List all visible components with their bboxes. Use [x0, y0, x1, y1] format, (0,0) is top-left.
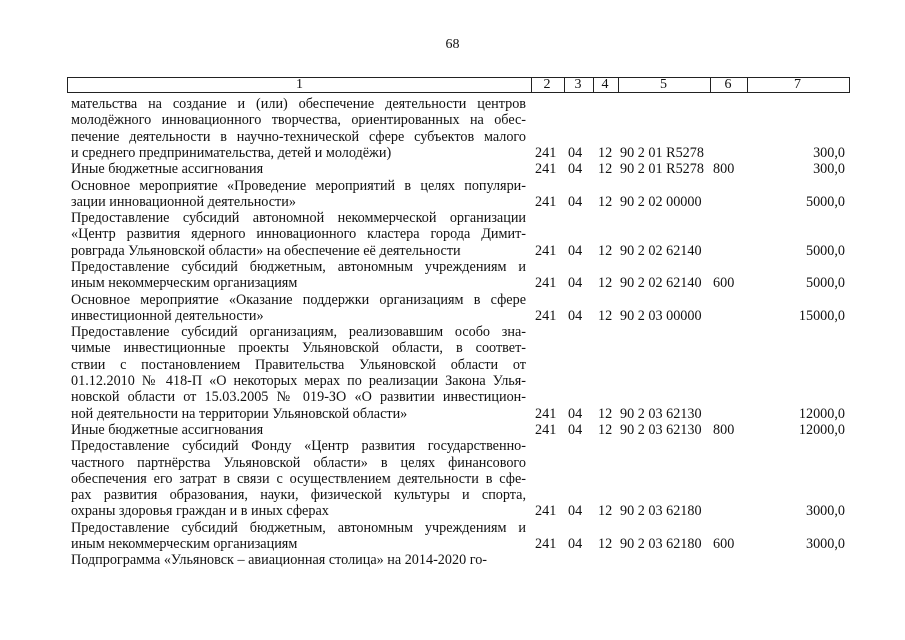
- description-line: и среднего предпринимательства, детей и молодёжи): [71, 144, 392, 161]
- description-line: ровграда Ульяновской области» на обеспечение её деятельности: [71, 242, 461, 259]
- row-description: [71, 96, 526, 161]
- description-line: печение деятельности в научно-технической сфере субъектов малого: [71, 128, 526, 145]
- description-line: Подпрограмма «Ульяновск – авиационная столица» на 2014-2020 го-: [71, 552, 488, 569]
- description-line: зации инновационной деятельности»: [71, 193, 296, 210]
- table-row: [0, 178, 905, 211]
- table-row: [0, 96, 905, 161]
- cell-c2: 241: [535, 144, 557, 161]
- cell-c4: 12: [598, 405, 613, 422]
- table-row: [0, 520, 905, 553]
- cell-c3: 04: [568, 242, 583, 259]
- description-line: Основное мероприятие «Оказание поддержки организациям в сфере: [71, 291, 526, 308]
- cell-c3: 04: [568, 275, 583, 292]
- description-line: «Центр развития ядерного инновационного кластера города Димит-: [71, 226, 526, 243]
- description-line: ной деятельности на территории Ульяновской области»: [71, 405, 408, 422]
- cell-c5: 90 2 02 62140: [620, 275, 702, 292]
- description-line: Предоставление субсидий бюджетным, автономным учреждениям и: [71, 519, 526, 536]
- cell-c2: 241: [535, 307, 557, 324]
- cell-c3: 04: [568, 405, 583, 422]
- cell-c6: 600: [713, 275, 735, 292]
- page-number: 68: [445, 37, 460, 52]
- cell-c7: 5000,0: [805, 275, 845, 292]
- description-line: рах развития образования, науки, физической культуры и спорта,: [71, 487, 526, 504]
- cell-c2: 241: [535, 242, 557, 259]
- description-line: чимые инвестиционные проекты Ульяновской области, в соответ-: [71, 340, 526, 357]
- header-cell-3: 3: [563, 77, 594, 93]
- description-line: частного партнёрства Ульяновской области» в целях финансового: [71, 454, 526, 471]
- cell-c7: 300,0: [813, 144, 845, 161]
- description-line: Предоставление субсидий бюджетным, автономным учреждениям и: [71, 259, 526, 275]
- cell-c3: 04: [568, 422, 583, 438]
- table-row: [0, 438, 905, 520]
- cell-c5: 90 2 03 62130: [620, 422, 702, 438]
- header-cell-1: 1: [67, 77, 532, 93]
- cell-c4: 12: [598, 422, 613, 438]
- cell-c4: 12: [598, 144, 613, 161]
- table-row: [0, 259, 905, 292]
- row-description: [71, 422, 526, 438]
- table-row: [0, 324, 905, 422]
- cell-c5: 90 2 03 00000: [620, 307, 702, 324]
- cell-c7: 15000,0: [798, 307, 845, 324]
- table-row: [0, 552, 905, 568]
- description-line: Предоставление субсидий организациям, реализовавшим особо зна-: [71, 324, 526, 341]
- row-description: [71, 520, 526, 553]
- cell-c2: 241: [535, 422, 557, 438]
- row-description: [71, 438, 526, 519]
- table-row: [0, 210, 905, 259]
- cell-c5: 90 2 02 00000: [620, 193, 702, 210]
- cell-c4: 12: [598, 275, 613, 292]
- cell-c7: 300,0: [813, 161, 845, 178]
- cell-c3: 04: [568, 144, 583, 161]
- description-line: иным некоммерческим организациям: [71, 536, 298, 553]
- cell-c7: 12000,0: [798, 405, 845, 422]
- cell-c7: 5000,0: [805, 242, 845, 259]
- cell-c3: 04: [568, 307, 583, 324]
- row-description: [71, 210, 526, 259]
- row-description: [71, 161, 526, 177]
- description-line: инвестиционной деятельности»: [71, 307, 264, 324]
- cell-c3: 04: [568, 161, 583, 178]
- header-cell-4: 4: [592, 77, 619, 93]
- cell-c5: 90 2 01 R5278: [620, 161, 704, 178]
- row-description: [71, 178, 526, 211]
- cell-c7: 12000,0: [798, 422, 845, 438]
- cell-c5: 90 2 03 62130: [620, 405, 702, 422]
- header-cell-7: 7: [746, 77, 850, 93]
- cell-c4: 12: [598, 503, 613, 520]
- cell-c3: 04: [568, 536, 583, 553]
- cell-c4: 12: [598, 161, 613, 178]
- header-cell-2: 2: [530, 77, 565, 93]
- description-line: Основное мероприятие «Проведение мероприятий в целях популяри-: [71, 177, 526, 194]
- table-row: [0, 422, 905, 438]
- cell-c2: 241: [535, 161, 557, 178]
- description-line: иным некоммерческим организациям: [71, 275, 298, 292]
- description-line: Предоставление субсидий автономной некоммерческой организации: [71, 210, 526, 227]
- cell-c7: 5000,0: [805, 193, 845, 210]
- table-row: [0, 292, 905, 325]
- header-cell-5: 5: [617, 77, 711, 93]
- row-description: [71, 552, 526, 568]
- cell-c4: 12: [598, 536, 613, 553]
- cell-c6: 800: [713, 422, 735, 438]
- row-description: [71, 324, 526, 422]
- description-line: мательства на создание и (или) обеспечение деятельности центров: [71, 96, 526, 112]
- header-cell-6: 6: [709, 77, 748, 93]
- description-line: 01.12.2010 № 418-П «О некоторых мерах по реализации Закона Улья-: [71, 373, 526, 390]
- description-line: Иные бюджетные ассигнования: [71, 161, 264, 178]
- cell-c3: 04: [568, 503, 583, 520]
- description-line: молодёжного инновационного творчества, ориентированных на обес-: [71, 112, 526, 129]
- cell-c2: 241: [535, 405, 557, 422]
- cell-c2: 241: [535, 193, 557, 210]
- cell-c2: 241: [535, 275, 557, 292]
- row-description: [71, 292, 526, 325]
- description-line: ствии с постановлением Правительства Ульяновской области от: [71, 356, 526, 373]
- description-line: Предоставление субсидий Фонду «Центр развития государственно-: [71, 438, 526, 455]
- cell-c7: 3000,0: [805, 503, 845, 520]
- cell-c4: 12: [598, 242, 613, 259]
- description-line: обеспечения его затрат в связи с осуществлением деятельности в сфе-: [71, 470, 526, 487]
- cell-c5: 90 2 03 62180: [620, 503, 702, 520]
- cell-c6: 600: [713, 536, 735, 553]
- cell-c2: 241: [535, 536, 557, 553]
- cell-c3: 04: [568, 193, 583, 210]
- cell-c7: 3000,0: [805, 536, 845, 553]
- description-line: Иные бюджетные ассигнования: [71, 422, 264, 438]
- cell-c5: 90 2 02 62140: [620, 242, 702, 259]
- table-row: [0, 161, 905, 177]
- description-line: новской области от 15.03.2005 № 019-ЗО «О развитии инвестицион-: [71, 389, 526, 406]
- cell-c4: 12: [598, 193, 613, 210]
- cell-c6: 800: [713, 161, 735, 178]
- cell-c5: 90 2 01 R5278: [620, 144, 704, 161]
- description-line: охраны здоровья граждан и в иных сферах: [71, 503, 329, 520]
- row-description: [71, 259, 526, 292]
- cell-c2: 241: [535, 503, 557, 520]
- cell-c4: 12: [598, 307, 613, 324]
- cell-c5: 90 2 03 62180: [620, 536, 702, 553]
